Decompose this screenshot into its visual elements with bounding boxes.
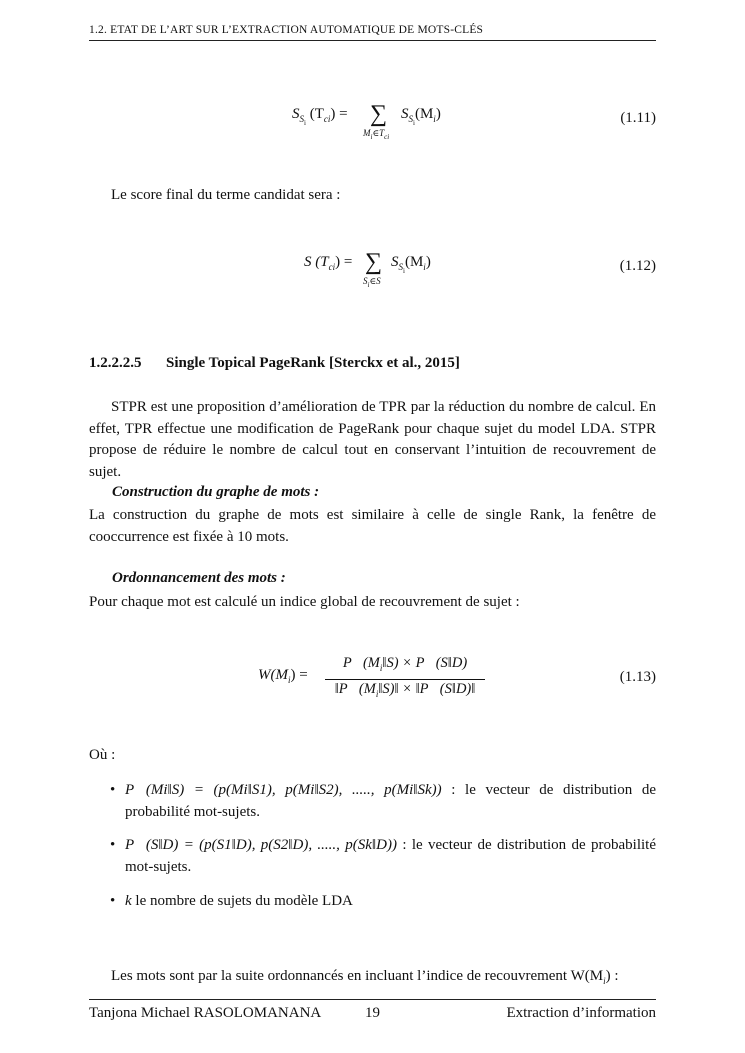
equation-number: (1.12)	[619, 258, 656, 274]
section-heading	[89, 355, 460, 372]
bullet-math: k	[125, 893, 132, 909]
footer-page-number: 19	[365, 1005, 380, 1021]
bullet-math: P⃗(Mi‖S) = (p(Mi‖S1), p(Mi‖S2), ....., p(Mi‖Sk))	[125, 782, 442, 798]
section-number: 1.2.2.2.5	[89, 355, 142, 371]
header-rule	[89, 40, 656, 41]
equation-number: (1.11)	[620, 110, 656, 126]
equation-1-11: $S_{S_i}$ $(T_{ci})$ = ∑ $M_i\in T_{ci}$ $S_{S_i}(M_i)$ (1.11)	[292, 101, 656, 141]
subheading-ordering: Ordonnancement des mots :	[112, 570, 286, 586]
where-label: Où :	[89, 747, 116, 763]
eq-1-11-lhs: S	[292, 106, 300, 122]
bullet-text: : le vecteur de distribution de probabilité mot-sujets.	[125, 782, 656, 820]
eq-1-12-sum-index: $S_i\in S$	[363, 276, 381, 289]
bullet-text: : le vecteur de distribution de probabilité mot-sujets.	[125, 837, 656, 875]
section-title: Single Topical PageRank [Sterckx et al., 2015]	[166, 355, 460, 371]
equation-1-12: S $(T_{ci})$ = ∑ $S_i\in S$ $S_{S_i}(M_i)$ (1.12)	[304, 249, 656, 289]
list-item	[110, 834, 656, 878]
running-header: 1.2. ETAT DE L’ART SUR L’EXTRACTION AUTOMATIQUE DE MOTS-CLÉS	[89, 24, 484, 36]
bullet-icon: •	[110, 837, 116, 853]
paragraph-ordering: Pour chaque mot est calculé un indice global de recouvrement de sujet :	[89, 594, 520, 610]
fraction-denominator: $‖P⃗(M_i‖S)‖$ × ‖P⃗(S‖D)‖	[334, 681, 476, 699]
list-item	[110, 779, 656, 823]
bullet-math: P⃗(S‖D) = (p(S1‖D), p(S2‖D), ....., p(Sk‖D))	[125, 837, 397, 853]
fraction-bar	[325, 679, 485, 680]
paragraph-final-score: Le score final du terme candidat sera :	[111, 187, 341, 203]
footer-author: Tanjona Michael RASOLOMANANA	[89, 1005, 322, 1021]
list-item	[110, 890, 656, 912]
bullet-icon: •	[110, 893, 116, 909]
paragraph-final: Les mots sont par la suite ordonnancés en incluant l’indice de recouvrement $W(M_i)$ :	[111, 968, 619, 986]
eq-1-11-sum-index: $M_i\in T_{ci}$	[363, 128, 390, 141]
equation-1-13: $W(M_i)$ = $P⃗(M_i‖S)$ × P⃗(S‖D) $‖P⃗(M_i‖S)‖$ × ‖P⃗(S‖D)‖ (1.13)	[258, 655, 656, 699]
summation-sign: ∑	[370, 101, 388, 127]
paragraph-stpr: STPR est une proposition d’amélioration de TPR par la réduction du nombre de calcul. En effet, TPR effectue une modification de PageRank pour chaque sujet du model LDA. STPR propose de réduire le nombre de calcul tout en conservant l’intuition de recouvrement de sujet.	[89, 399, 656, 480]
footer-chapter: Extraction d’information	[506, 1005, 656, 1021]
footer-rule	[89, 999, 656, 1000]
paragraph-construction: La construction du graphe de mots est similaire à celle de single Rank, la fenêtre de cooccurrence est fixée à 10 mots.	[89, 507, 656, 545]
bullet-text: le nombre de sujets du modèle LDA	[131, 893, 353, 909]
equation-number: (1.13)	[619, 669, 656, 685]
subheading-construction: Construction du graphe de mots :	[112, 484, 320, 500]
fraction-numerator: $P⃗(M_i‖S)$ × P⃗(S‖D)	[342, 655, 468, 673]
summation-sign: ∑	[365, 249, 383, 275]
bullet-icon: •	[110, 782, 116, 798]
